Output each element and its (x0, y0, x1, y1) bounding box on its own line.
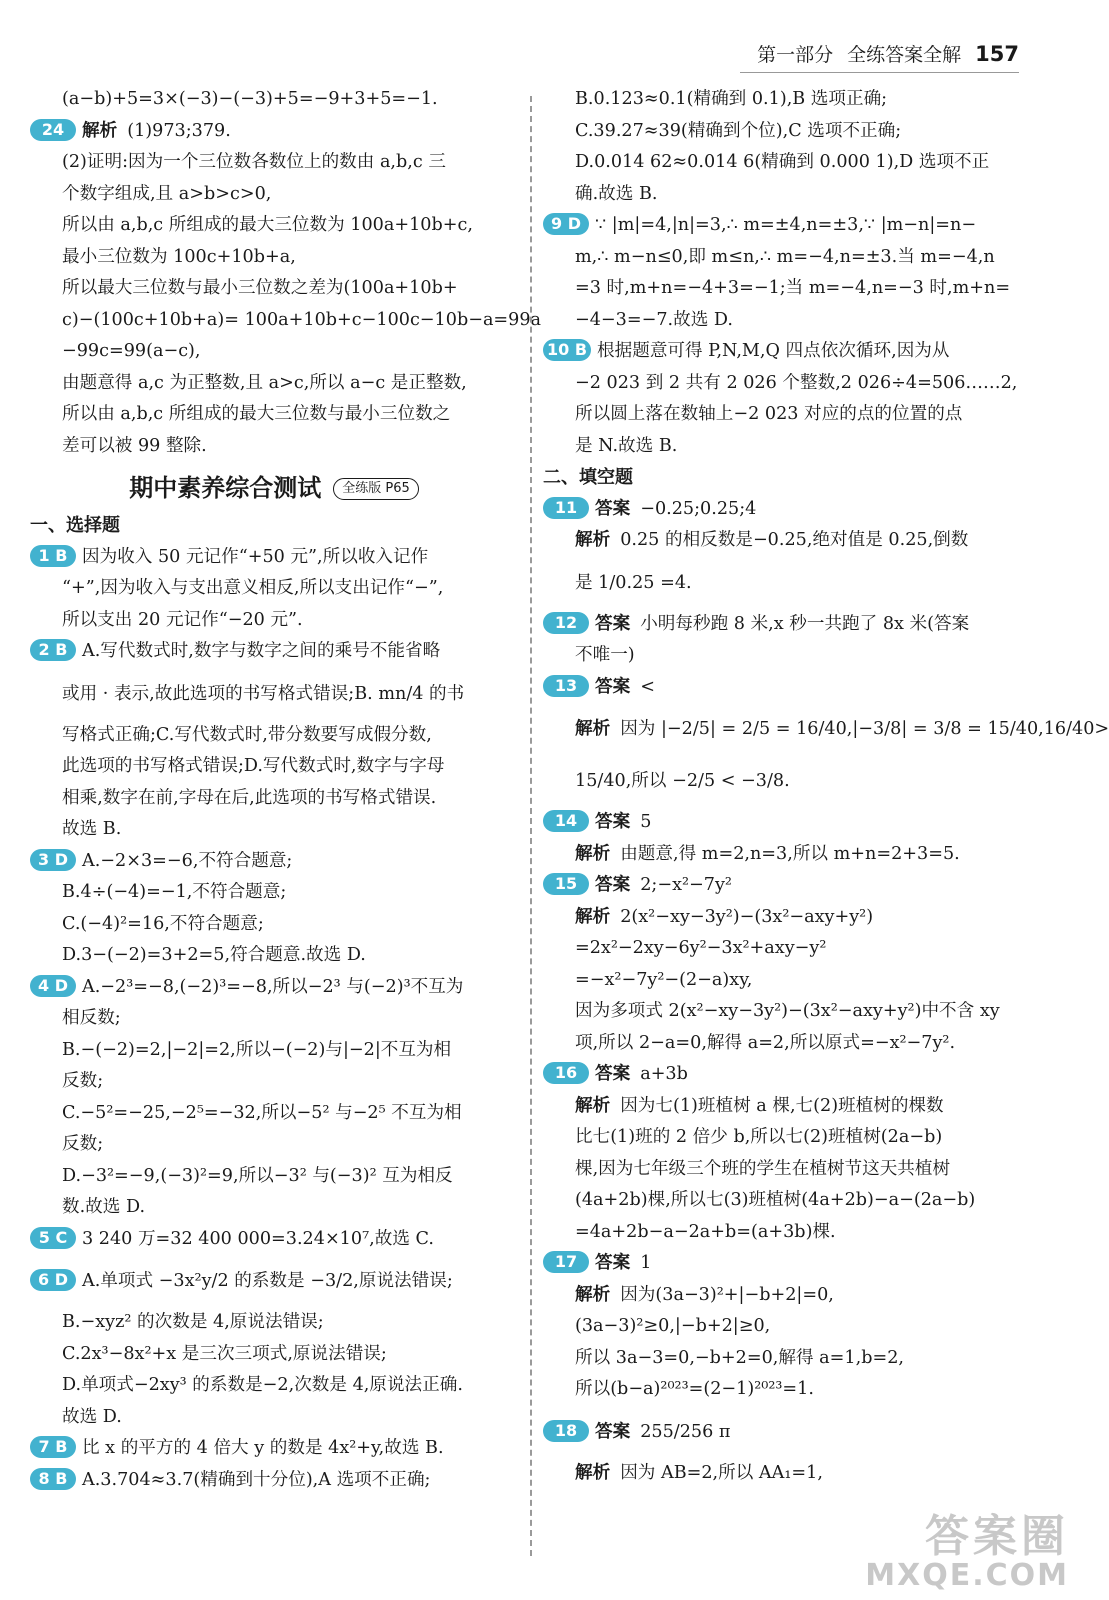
text-line (30, 147, 518, 179)
line-text: 个数字组成,且 a>b>c>0, (62, 183, 272, 204)
text-line (30, 1339, 518, 1371)
line-text: B.−(−2)=2,|−2|=2,所以−(−2)与|−2|不互为相 (62, 1039, 452, 1060)
line-text: =4a+2b−a−2a+b=(a+3b)棵. (575, 1221, 836, 1242)
line-text: (4a+2b)棵,所以七(3)班植树(4a+2b)−a−(2a−b) (575, 1190, 976, 1210)
text-line (543, 399, 1033, 431)
line-text: c)−(100c+10b+a)= 100a+10b+c−100c−10b−a=99a (62, 309, 542, 330)
line-text: −99c=99(a−c), (62, 341, 201, 361)
line-text: 是 N.故选 B. (575, 435, 678, 456)
text-line (543, 305, 1033, 337)
line-text: 此选项的书写格式错误;D.写代数式时,数字与字母 (62, 756, 445, 776)
text-line (543, 84, 1033, 116)
answer-label: 答案 (595, 498, 631, 519)
line-text: 2;−x²−7y² (640, 875, 732, 895)
line-text: 相反数; (62, 1008, 121, 1028)
line-text: 所以 3a−3=0,−b+2=0,解得 a=1,b=2, (575, 1347, 904, 1368)
text-line (30, 242, 518, 274)
text-line (543, 1154, 1033, 1186)
text-line (543, 116, 1033, 148)
text-line (30, 909, 518, 941)
text-line (543, 1374, 1033, 1406)
text-line (543, 1217, 1033, 1249)
line-text: =3 时,m+n=−4+3=−1;当 m=−4,n=−3 时,m+n= (575, 278, 1011, 298)
answer-label: 答案 (595, 812, 631, 832)
text-line (543, 1311, 1033, 1343)
line-text: C.2x³−8x²+x 是三次三项式,原说法错误; (62, 1343, 387, 1364)
section-title (30, 466, 518, 510)
line-text: 15/40,所以 −2/5 < −3/8. (575, 771, 790, 791)
text-line (30, 783, 518, 815)
question-number-badge: 12 (543, 612, 589, 634)
line-text: 写格式正确;C.写代数式时,带分数要写成假分数, (62, 724, 432, 745)
line-text: 是 1/0.25 =4. (575, 572, 692, 593)
question-number-badge: 9 D (543, 213, 589, 235)
answer-label: 答案 (595, 676, 631, 697)
text-line (30, 1098, 518, 1130)
question-item (543, 1248, 1033, 1280)
line-text: 因为 AB=2,所以 AA₁=1, (620, 1462, 823, 1483)
text-line (30, 877, 518, 909)
answer-label: 解析 (575, 1095, 611, 1116)
question-item (30, 1433, 518, 1465)
text-line (543, 147, 1033, 179)
line-text: 最小三位数为 100c+10b+a, (62, 246, 296, 267)
question-item (543, 672, 1033, 704)
line-text: −4−3=−7.故选 D. (575, 309, 733, 330)
question-number-badge: 17 (543, 1251, 589, 1273)
answer-label: 答案 (595, 1253, 631, 1273)
line-text: “+”,因为收入与支出意义相反,所以支出记作“−”, (62, 578, 444, 598)
line-text: 相乘,数字在前,字母在后,此选项的书写格式错误. (62, 787, 437, 808)
column-divider (530, 96, 532, 1556)
question-number-badge: 18 (543, 1420, 589, 1442)
line-text: (3a−3)²≥0,|−b+2|≥0, (575, 1316, 771, 1336)
line-text: 故选 B. (62, 819, 122, 839)
answer-label: 答案 (595, 1421, 631, 1442)
text-line (30, 210, 518, 242)
question-item (543, 870, 1033, 902)
text-line (543, 1028, 1033, 1060)
question-number-badge: 4 D (30, 975, 76, 997)
question-number-badge: 1 B (30, 545, 76, 567)
text-line (30, 573, 518, 605)
question-number-badge: 16 (543, 1062, 589, 1084)
question-item (30, 972, 518, 1004)
watermark-line2: MXQE.COM (865, 1558, 1069, 1593)
text-line (30, 1035, 518, 1067)
text-line (543, 431, 1033, 463)
line-text: 反数; (62, 1071, 104, 1091)
line-text: A.−2×3=−6,不符合题意; (82, 850, 293, 871)
watermark (865, 1511, 1069, 1593)
text-line (30, 720, 518, 752)
text-line (30, 84, 518, 116)
line-text: 所以(b−a)²⁰²³=(2−1)²⁰²³=1. (575, 1379, 814, 1399)
text-line (543, 839, 1033, 871)
section-label: 第一部分 (757, 44, 834, 66)
text-line (543, 179, 1033, 211)
answer-label: 解析 (575, 1462, 611, 1483)
text-line (30, 336, 518, 368)
text-line (30, 273, 518, 305)
text-line (543, 525, 1033, 557)
line-text: 根据题意可得 P,N,M,Q 四点依次循环,因为从 (597, 341, 950, 361)
question-number-badge: 3 D (30, 849, 76, 871)
text-line (30, 1192, 518, 1224)
text-line (30, 431, 518, 463)
line-text: 因为多项式 2(x²−xy−3y²)−(3x²−axy+y²)中不含 xy (575, 1001, 1000, 1021)
line-text: 所以由 a,b,c 所组成的最大三位数为 100a+10b+c, (62, 215, 473, 235)
text-line (543, 1343, 1033, 1375)
text-line (543, 557, 1033, 609)
title-text: 期中素养综合测试 (129, 474, 322, 502)
line-text: C.(−4)²=16,不符合题意; (62, 913, 264, 934)
question-number-badge: 7 B (30, 1436, 76, 1458)
line-text: 5 (640, 812, 652, 832)
question-number-badge: 10 B (543, 339, 591, 361)
text-line (543, 996, 1033, 1028)
text-line (543, 902, 1033, 934)
question-item (543, 336, 1033, 368)
text-line (30, 668, 518, 720)
question-number-badge: 2 B (30, 639, 76, 661)
text-line (543, 242, 1033, 274)
answer-label: 答案 (595, 1064, 631, 1084)
line-text: A.单项式 −3x²y/2 的系数是 −3/2,原说法错误; (82, 1271, 453, 1291)
text-line (543, 1185, 1033, 1217)
answer-label: 解析 (575, 719, 611, 739)
watermark-line1: 答案圈 (925, 1511, 1069, 1562)
text-line (30, 368, 518, 400)
question-number-badge: 6 D (30, 1269, 76, 1291)
question-number-badge: 13 (543, 675, 589, 697)
line-text: =−x²−7y²−(2−a)xy, (575, 969, 753, 990)
text-line (30, 1066, 518, 1098)
line-text: 不唯一) (575, 645, 635, 665)
line-text: m,∴ m−n≤0,即 m≤n,∴ m=−4,n=±3.当 m=−4,n (575, 246, 995, 267)
line-text: B.0.123≈0.1(精确到 0.1),B 选项正确; (575, 89, 888, 109)
question-number-badge: 15 (543, 873, 589, 895)
line-text: 因为(3a−3)²+|−b+2|=0, (620, 1284, 834, 1305)
line-text: 所以圆上落在数轴上−2 023 对应的点的位置的点 (575, 404, 963, 424)
line-text: −0.25;0.25;4 (640, 498, 757, 519)
line-text: 所以由 a,b,c 所组成的最大三位数与最小三位数之 (62, 404, 451, 424)
question-number-badge: 11 (543, 497, 589, 519)
line-text: A.−2³=−8,(−2)³=−8,所以−2³ 与(−2)³不互为 (82, 976, 464, 997)
book-label: 全练答案全解 (847, 44, 962, 66)
text-line (30, 940, 518, 972)
text-line (543, 933, 1033, 965)
line-text: 255/256 π (640, 1421, 731, 1442)
text-line (30, 1129, 518, 1161)
line-text: (a−b)+5=3×(−3)−(−3)+5=−9+3+5=−1. (62, 89, 438, 109)
text-line (543, 368, 1033, 400)
section-heading: 二、填空题 (543, 467, 633, 488)
question-item (30, 1224, 518, 1256)
line-text: 所以最大三位数与最小三位数之差为(100a+10b+ (62, 278, 458, 298)
text-line (30, 1003, 518, 1035)
line-text: 或用 · 表示,故此选项的书写格式错误;B. mn/4 的书 (62, 683, 465, 704)
line-text: A.写代数式时,数字与数字之间的乘号不能省略 (82, 641, 441, 661)
page-number: 157 (975, 41, 1019, 66)
line-text: 0.25 的相反数是−0.25,绝对值是 0.25,倒数 (620, 530, 969, 550)
line-text: 因为七(1)班植树 a 棵,七(2)班植树的棵数 (620, 1095, 944, 1116)
line-text: A.3.704≈3.7(精确到十分位),A 选项不正确; (82, 1469, 431, 1490)
right-column (543, 84, 1109, 1489)
line-text: −2 023 到 2 共有 2 026 个整数,2 026÷4=506……2, (575, 372, 1018, 393)
text-line (30, 1307, 518, 1339)
question-number-badge: 5 C (30, 1227, 76, 1249)
answer-label: 解析 (82, 120, 118, 141)
line-text: 反数; (62, 1134, 104, 1154)
text-line (30, 305, 542, 337)
line-text: 因为 |−2/5| = 2/5 = 16/40,|−3/8| = 3/8 = 15/40,16/40> (620, 719, 1109, 739)
line-text: 由题意得 a,c 为正整数,且 a>c,所以 a−c 是正整数, (62, 372, 467, 393)
question-item (543, 494, 1033, 526)
question-item (543, 1406, 1033, 1458)
line-text: C.39.27≈39(精确到个位),C 选项不正确; (575, 120, 902, 141)
text-line (30, 1402, 518, 1434)
page-ref-pill: 全练版 P65 (333, 478, 419, 500)
text-line (30, 1161, 518, 1193)
line-text: B.−xyz² 的次数是 4,原说法错误; (62, 1312, 324, 1332)
line-text: < (640, 676, 655, 697)
question-number-badge: 14 (543, 810, 589, 832)
text-line (30, 399, 518, 431)
line-text: 数.故选 D. (62, 1197, 146, 1217)
line-text: 所以支出 20 元记作“−20 元”. (62, 609, 303, 630)
line-text: D.0.014 62≈0.014 6(精确到 0.000 1),D 选项不正 (575, 152, 990, 172)
question-number-badge: 8 B (30, 1468, 76, 1490)
left-column (30, 84, 542, 1496)
line-text: 1 (640, 1253, 652, 1273)
answer-label: 答案 (595, 875, 631, 895)
question-item (543, 807, 1033, 839)
question-item (30, 846, 518, 878)
text-line (30, 814, 518, 846)
line-text: =2x²−2xy−6y²−3x²+axy−y² (575, 938, 827, 958)
line-text: 小明每秒跑 8 米,x 秒一共跑了 8x 米(答案 (640, 613, 970, 634)
line-text: 3 240 万=32 400 000=3.24×10⁷,故选 C. (82, 1228, 434, 1249)
text-line (543, 640, 1033, 672)
text-line (543, 1091, 1033, 1123)
line-text: (1)973;379. (127, 120, 231, 141)
line-text: 棵,因为七年级三个班的学生在植树节这天共植树 (575, 1158, 951, 1179)
line-text: 因为收入 50 元记作“+50 元”,所以收入记作 (82, 546, 429, 567)
line-text: ∵ |m|=4,|n|=3,∴ m=±4,n=±3,∵ |m−n|=n− (595, 215, 977, 235)
text-line (543, 1122, 1033, 1154)
text-line (30, 1370, 518, 1402)
line-text: B.4÷(−4)=−1,不符合题意; (62, 882, 287, 902)
text-line (543, 1280, 1033, 1312)
text-line (543, 965, 1033, 997)
text-line (543, 755, 1033, 807)
text-line (30, 605, 518, 637)
line-text: a+3b (640, 1064, 688, 1084)
text-line (30, 179, 518, 211)
line-text: 确.故选 B. (575, 183, 658, 204)
section-heading: 一、选择题 (30, 515, 120, 536)
line-text: 由题意,得 m=2,n=3,所以 m+n=2+3=5. (620, 843, 960, 864)
question-item (543, 210, 1033, 242)
answer-label: 解析 (575, 1284, 611, 1305)
text-line (30, 751, 518, 783)
text-line (543, 273, 1033, 305)
text-line (543, 1458, 1033, 1490)
question-number-badge: 24 (30, 119, 76, 141)
question-item (30, 542, 518, 574)
line-text: 差可以被 99 整除. (62, 435, 207, 456)
line-text: 比七(1)班的 2 倍少 b,所以七(2)班植树(2a−b) (575, 1127, 943, 1147)
answer-label: 解析 (575, 843, 611, 864)
line-text: 故选 D. (62, 1406, 122, 1427)
line-text: D.3−(−2)=3+2=5,符合题意.故选 D. (62, 945, 366, 965)
answer-label: 答案 (595, 613, 631, 634)
page-header (757, 40, 1019, 67)
line-text: D.单项式−2xy³ 的系数是−2,次数是 4,原说法正确. (62, 1375, 463, 1395)
header-rule (740, 72, 1019, 73)
answer-label: 解析 (575, 530, 611, 550)
question-item (543, 609, 1033, 641)
line-text: 项,所以 2−a=0,解得 a=2,所以原式=−x²−7y². (575, 1032, 956, 1053)
question-item (30, 116, 518, 148)
question-item (543, 1059, 1033, 1091)
question-item (30, 1465, 518, 1497)
text-line (543, 703, 1109, 755)
line-text: C.−5²=−25,−2⁵=−32,所以−5² 与−2⁵ 不互为相 (62, 1102, 462, 1123)
line-text: (2)证明:因为一个三位数各数位上的数由 a,b,c 三 (62, 152, 446, 172)
answer-label: 解析 (575, 906, 611, 927)
line-text: 2(x²−xy−3y²)−(3x²−axy+y²) (620, 906, 874, 927)
question-item (30, 636, 518, 668)
line-text: 比 x 的平方的 4 倍大 y 的数是 4x²+y,故选 B. (82, 1438, 444, 1458)
question-item (30, 1255, 518, 1307)
line-text: D.−3²=−9,(−3)²=9,所以−3² 与(−3)² 互为相反 (62, 1165, 453, 1186)
